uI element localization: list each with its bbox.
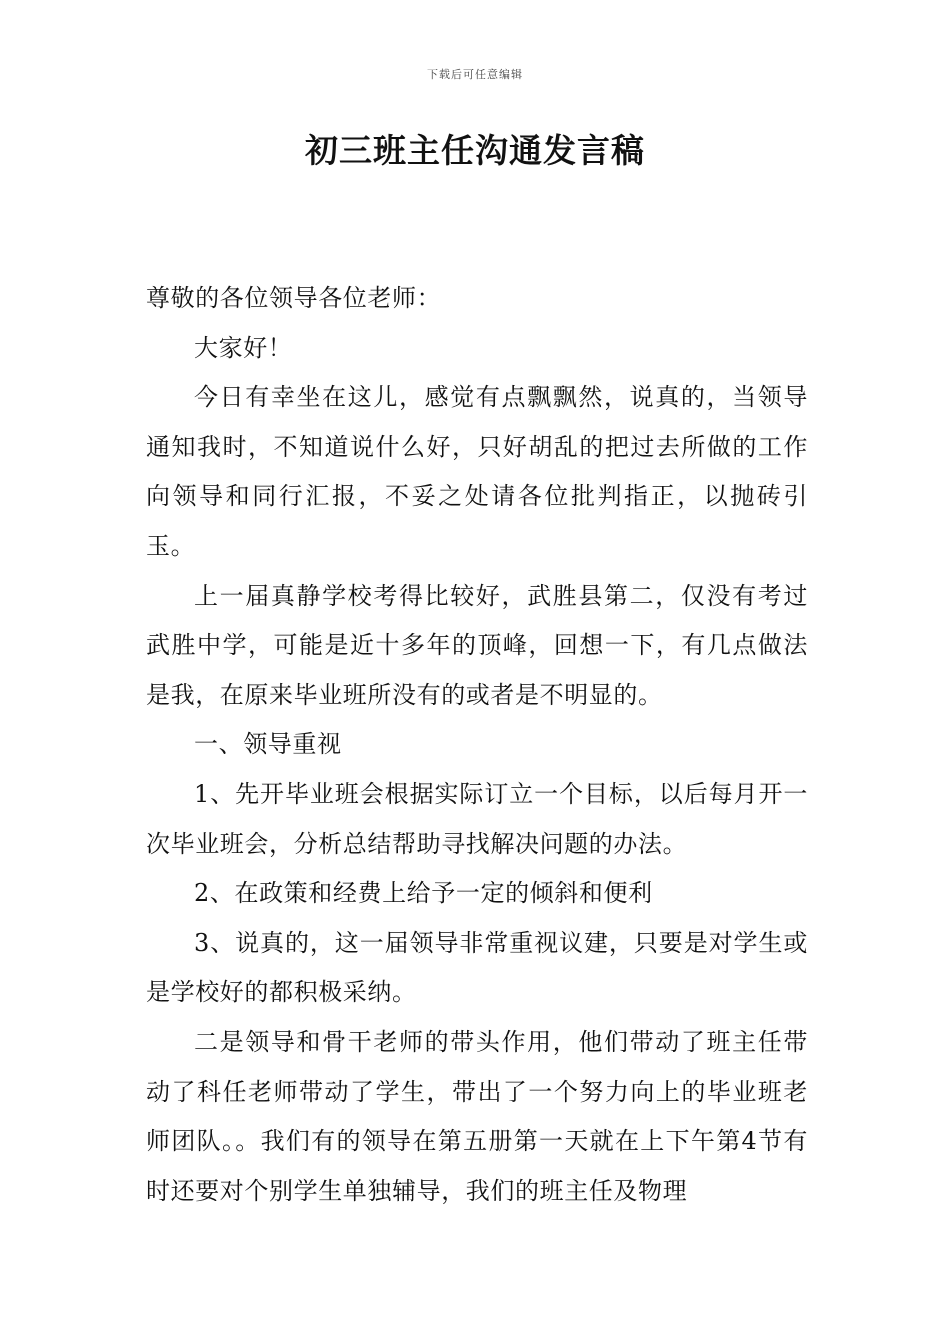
list-item-1: 1、先开毕业班会根据实际订立一个目标，以后每月开一次毕业班会，分析总结帮助寻找解决问题的办法。 <box>146 779 808 858</box>
paragraph-greeting: 大家好！ <box>194 333 293 362</box>
section-heading-leadership: 一、领导重视 <box>194 730 342 759</box>
salutation: 尊敬的各位领导各位老师： <box>146 284 442 312</box>
paragraph-intro: 今日有幸坐在这儿，感觉有点飘飘然，说真的，当领导通知我时，不知道说什么好，只好胡乱的把过去所做的工作向领导和同行汇报，不妥之处请各位批判指正，以抛砖引玉。 <box>146 383 808 560</box>
document-title: 初三班主任沟通发言稿 <box>305 131 645 170</box>
list-item-3: 3、说真的，这一届领导非常重视议建，只要是对学生或是学校好的都积极采纳。 <box>146 928 808 1007</box>
header-note: 下载后可任意编辑 <box>427 68 523 81</box>
list-item-2: 2、在政策和经费上给予一定的倾斜和便利 <box>194 879 653 908</box>
paragraph-section-two: 二是领导和骨干老师的带头作用，他们带动了班主任带动了科任老师带动了学生，带出了一个努力向上的毕业班老师团队。。我们有的领导在第五册第一天就在上下午第4节有时还要对个别学生单独辅导，我们的班主任及物理 <box>146 1027 808 1205</box>
paragraph-achievement: 上一届真静学校考得比较好，武胜县第二，仅没有考过武胜中学，可能是近十多年的顶峰，回想一下，有几点做法是我，在原来毕业班所没有的或者是不明显的。 <box>146 581 808 709</box>
document-body <box>146 274 808 1216</box>
